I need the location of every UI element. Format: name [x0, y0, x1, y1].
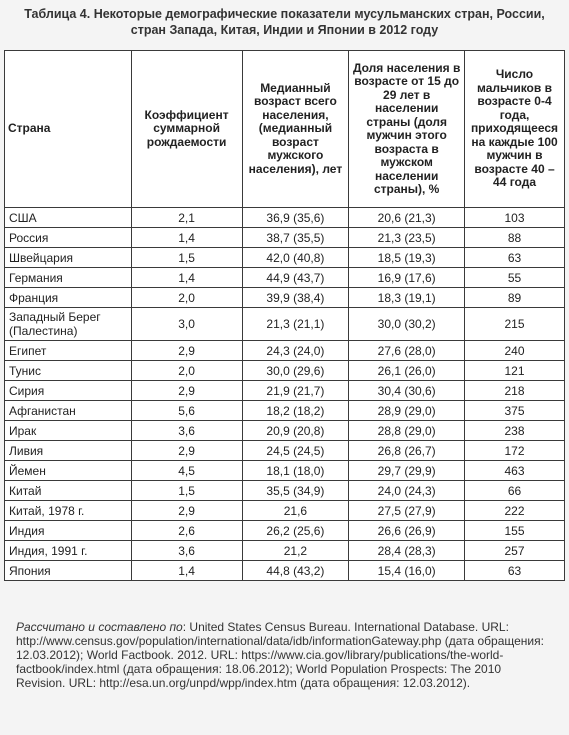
cell-median-age: 35,5 (34,9): [242, 481, 349, 501]
cell-country: Сирия: [5, 381, 132, 401]
cell-boys-ratio: 240: [465, 341, 565, 361]
cell-youth-share: 28,9 (29,0): [349, 401, 465, 421]
table-row: [5, 308, 565, 341]
column-header-boys-ratio: Число мальчиков в возрасте 0-4 года, приходящееся на каждые 100 мужчин в возрасте 40 – 44 года: [465, 51, 565, 208]
cell-youth-share: 20,6 (21,3): [349, 208, 465, 228]
column-header-fertility: Коэффициент суммарной рождаемости: [131, 51, 242, 208]
column-header-country: Страна: [5, 51, 132, 208]
cell-youth-share: 16,9 (17,6): [349, 268, 465, 288]
cell-median-age: 44,8 (43,2): [242, 561, 349, 581]
cell-country: Россия: [5, 228, 132, 248]
cell-fertility: 3,6: [131, 541, 242, 561]
table-row: [5, 541, 565, 561]
table-row: [5, 461, 565, 481]
cell-boys-ratio: 222: [465, 501, 565, 521]
cell-fertility: 1,5: [131, 481, 242, 501]
cell-youth-share: 29,7 (29,9): [349, 461, 465, 481]
cell-youth-share: 26,8 (26,7): [349, 441, 465, 461]
cell-country: Япония: [5, 561, 132, 581]
cell-fertility: 2,0: [131, 288, 242, 308]
cell-median-age: 24,3 (24,0): [242, 341, 349, 361]
table-row: [5, 441, 565, 461]
cell-median-age: 21,3 (21,1): [242, 308, 349, 341]
cell-boys-ratio: 375: [465, 401, 565, 421]
cell-boys-ratio: 103: [465, 208, 565, 228]
table-row: [5, 421, 565, 441]
table-title-line-2: стран Запада, Китая, Индии и Японии в 2012 году: [130, 23, 439, 37]
cell-country: США: [5, 208, 132, 228]
table-row: [5, 401, 565, 421]
cell-country: Йемен: [5, 461, 132, 481]
cell-boys-ratio: 89: [465, 288, 565, 308]
cell-fertility: 2,9: [131, 501, 242, 521]
cell-country: Тунис: [5, 361, 132, 381]
cell-fertility: 2,9: [131, 441, 242, 461]
source-note-text: : United States Census Bureau. International Database. URL: http://www.census.gov/population/international/data/idb/informationGateway.php (дата обращения: 12.03.2012); World Factbook. 2012. URL: https://www.cia.gov/library/publications/the-world-factbook/index.html (дата обращения: 18.06.2012); World Population Prospects: The 2010 Revision. URL: http://esa.un.org/unpd/wpp/index.htm (дата обращения: 12.03.2012).: [16, 620, 544, 690]
table-row: [5, 288, 565, 308]
cell-median-age: 30,0 (29,6): [242, 361, 349, 381]
cell-fertility: 1,4: [131, 561, 242, 581]
cell-fertility: 2,1: [131, 208, 242, 228]
cell-country: Швейцария: [5, 248, 132, 268]
cell-fertility: 2,9: [131, 381, 242, 401]
cell-median-age: 21,9 (21,7): [242, 381, 349, 401]
table-row: [5, 248, 565, 268]
cell-youth-share: 30,0 (30,2): [349, 308, 465, 341]
cell-country: Ливия: [5, 441, 132, 461]
cell-fertility: 4,5: [131, 461, 242, 481]
cell-youth-share: 27,5 (27,9): [349, 501, 465, 521]
cell-country: Западный Берег (Палестина): [5, 308, 132, 341]
cell-median-age: 18,1 (18,0): [242, 461, 349, 481]
table-row: [5, 501, 565, 521]
cell-median-age: 26,2 (25,6): [242, 521, 349, 541]
cell-fertility: 3,6: [131, 421, 242, 441]
table-body: [5, 208, 565, 581]
cell-youth-share: 24,0 (24,3): [349, 481, 465, 501]
cell-boys-ratio: 155: [465, 521, 565, 541]
cell-fertility: 1,5: [131, 248, 242, 268]
table-row: [5, 361, 565, 381]
cell-boys-ratio: 63: [465, 248, 565, 268]
cell-youth-share: 28,8 (29,0): [349, 421, 465, 441]
table-row: [5, 268, 565, 288]
column-header-median-age: Медианный возраст всего населения, (медианный возраст мужского населения), лет: [242, 51, 349, 208]
cell-country: Германия: [5, 268, 132, 288]
column-header-youth-share: Доля населения в возрасте от 15 до 29 лет в населении страны (доля мужчин этого возраста в мужском населении страны), %: [349, 51, 465, 208]
cell-boys-ratio: 215: [465, 308, 565, 341]
cell-youth-share: 18,3 (19,1): [349, 288, 465, 308]
cell-boys-ratio: 257: [465, 541, 565, 561]
cell-country: Индия: [5, 521, 132, 541]
cell-median-age: 20,9 (20,8): [242, 421, 349, 441]
cell-boys-ratio: 63: [465, 561, 565, 581]
cell-fertility: 3,0: [131, 308, 242, 341]
cell-boys-ratio: 238: [465, 421, 565, 441]
cell-median-age: 42,0 (40,8): [242, 248, 349, 268]
cell-boys-ratio: 121: [465, 361, 565, 381]
cell-country: Франция: [5, 288, 132, 308]
cell-median-age: 44,9 (43,7): [242, 268, 349, 288]
cell-fertility: 2,0: [131, 361, 242, 381]
cell-fertility: 2,9: [131, 341, 242, 361]
cell-median-age: 18,2 (18,2): [242, 401, 349, 421]
table-row: [5, 521, 565, 541]
cell-youth-share: 28,4 (28,3): [349, 541, 465, 561]
table-row: [5, 341, 565, 361]
cell-youth-share: 26,1 (26,0): [349, 361, 465, 381]
cell-median-age: 21,6: [242, 501, 349, 521]
cell-youth-share: 15,4 (16,0): [349, 561, 465, 581]
cell-fertility: 5,6: [131, 401, 242, 421]
demographics-table: [4, 50, 565, 581]
cell-youth-share: 21,3 (23,5): [349, 228, 465, 248]
cell-boys-ratio: 88: [465, 228, 565, 248]
cell-youth-share: 18,5 (19,3): [349, 248, 465, 268]
cell-median-age: 39,9 (38,4): [242, 288, 349, 308]
table-row: [5, 208, 565, 228]
table-header-row: [5, 51, 565, 208]
cell-boys-ratio: 55: [465, 268, 565, 288]
cell-boys-ratio: 218: [465, 381, 565, 401]
source-note-lead: Рассчитано и составлено по: [16, 620, 183, 634]
cell-fertility: 1,4: [131, 228, 242, 248]
table-title-line-1: Таблица 4. Некоторые демографические показатели мусульманских стран, России,: [24, 7, 545, 21]
source-note: [16, 620, 546, 690]
cell-median-age: 24,5 (24,5): [242, 441, 349, 461]
cell-youth-share: 30,4 (30,6): [349, 381, 465, 401]
cell-median-age: 38,7 (35,5): [242, 228, 349, 248]
cell-country: Индия, 1991 г.: [5, 541, 132, 561]
cell-youth-share: 26,6 (26,9): [349, 521, 465, 541]
cell-median-age: 36,9 (35,6): [242, 208, 349, 228]
cell-boys-ratio: 66: [465, 481, 565, 501]
table-title: [0, 6, 569, 38]
table-row: [5, 381, 565, 401]
table-row: [5, 561, 565, 581]
cell-median-age: 21,2: [242, 541, 349, 561]
cell-country: Афганистан: [5, 401, 132, 421]
table-row: [5, 481, 565, 501]
cell-youth-share: 27,6 (28,0): [349, 341, 465, 361]
cell-boys-ratio: 463: [465, 461, 565, 481]
cell-country: Китай: [5, 481, 132, 501]
cell-fertility: 2,6: [131, 521, 242, 541]
cell-country: Ирак: [5, 421, 132, 441]
cell-fertility: 1,4: [131, 268, 242, 288]
cell-country: Египет: [5, 341, 132, 361]
cell-country: Китай, 1978 г.: [5, 501, 132, 521]
cell-boys-ratio: 172: [465, 441, 565, 461]
table-row: [5, 228, 565, 248]
